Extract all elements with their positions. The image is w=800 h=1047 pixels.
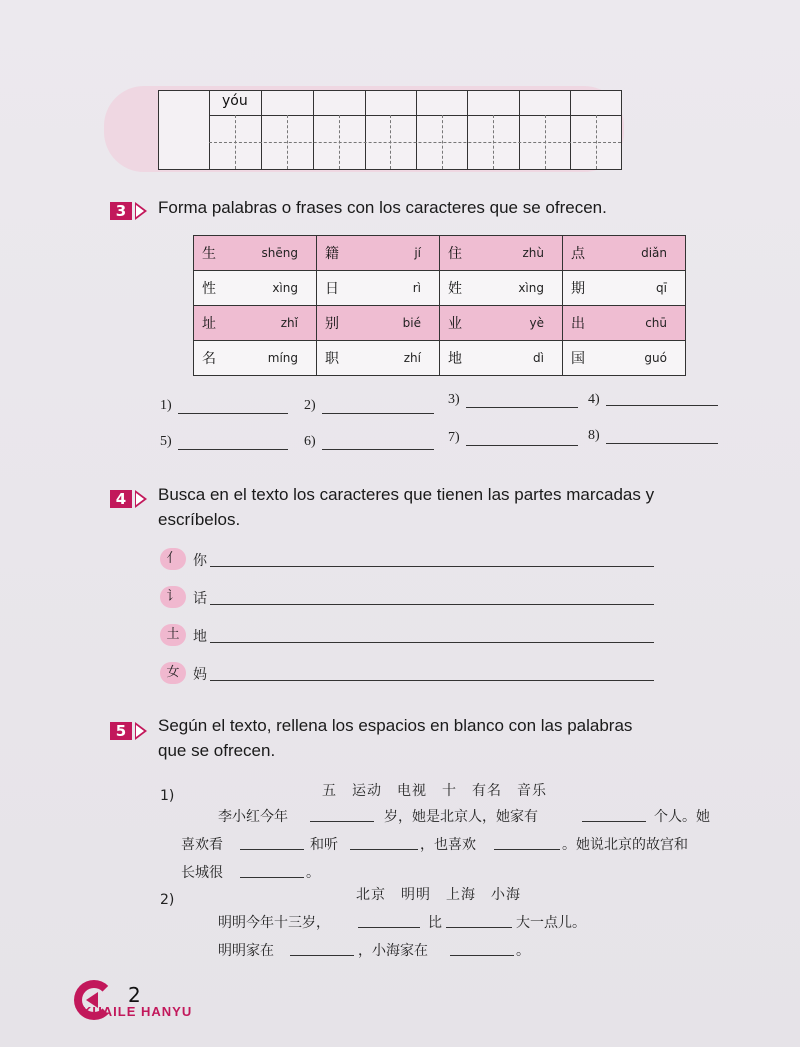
blank-label: 2) [304,398,316,413]
table-hanzi: 业 [448,316,462,332]
table-hanzi: 性 [202,281,216,297]
blank-label: 6) [304,434,316,449]
blank-label: 5) [160,434,172,449]
arrow-icon [135,722,147,740]
answer-line[interactable] [210,566,654,567]
table-pinyin: qī [656,281,667,295]
blank-field[interactable] [606,404,718,406]
table-hanzi: 出 [571,316,585,332]
table-hanzi: 名 [202,351,216,367]
fill-text: 李小红今年 [218,809,288,825]
section-4-number: 4 [110,490,132,508]
exercise-1-label: 1) [160,788,175,804]
fill-blank[interactable] [494,848,560,850]
table-hanzi: 职 [325,351,339,367]
word-bank-2: 北京 明明 上海 小海 [356,887,521,903]
fill-text: 喜欢看 [181,837,223,853]
word-bank-1: 五 运动 电视 十 有名 音乐 [322,783,547,799]
section-3-title: Forma palabras o frases con los caracteres que se ofrecen. [158,198,607,217]
blank-label: 7) [448,430,460,445]
radical-badge: 土 [160,624,186,646]
fill-blank[interactable] [310,820,374,822]
fill-blank[interactable] [350,848,418,850]
blank-label: 3) [448,392,460,407]
answer-line[interactable] [210,680,654,681]
blank-field[interactable] [606,442,718,444]
table-hanzi: 住 [448,246,462,262]
fill-text: 明明家在 [218,943,274,959]
fill-blank[interactable] [450,954,514,956]
table-hanzi: 生 [202,246,216,262]
table-pinyin: chū [645,316,667,330]
blank-label: 8) [588,428,600,443]
table-pinyin: shēng [261,246,298,260]
table-hanzi: 地 [448,351,462,367]
pinyin-label: yóu [222,93,248,109]
table-pinyin: míng [267,351,298,365]
section-5-number: 5 [110,722,132,740]
table-pinyin: rì [412,281,421,295]
radical-example: 话 [193,591,207,607]
fill-blank[interactable] [358,926,420,928]
arrow-icon [135,202,147,220]
table-hanzi: 期 [571,281,585,297]
fill-text: 。 [516,943,530,959]
exercise-2-label: 2) [160,892,175,908]
table-pinyin: jí [414,246,421,260]
table-pinyin: guó [644,351,667,365]
blank-field[interactable] [178,448,288,450]
fill-blank[interactable] [446,926,512,928]
table-hanzi: 点 [571,246,585,262]
fill-blank[interactable] [240,848,304,850]
table-pinyin: zhí [403,351,421,365]
blank-field[interactable] [322,412,434,414]
blank-label: 1) [160,398,172,413]
section-4-title: Busca en el texto los caracteres que tienen las partes marcadas y [158,485,655,504]
radical-badge: 亻 [160,548,186,570]
radical-badge: 讠 [160,586,186,608]
section-3-number: 3 [110,202,132,220]
radical-example: 地 [193,629,207,645]
fill-blank[interactable] [290,954,354,956]
table-hanzi: 籍 [325,246,339,262]
fill-blank[interactable] [240,876,304,878]
table-pinyin: dì [533,351,544,365]
blank-field[interactable] [466,406,578,408]
fill-text: 明明今年十三岁， [218,915,330,931]
fill-text: 比 [428,915,442,931]
table-pinyin: zhù [522,246,544,260]
fill-text: 大一点儿。 [516,915,586,931]
table-hanzi: 国 [571,351,585,367]
table-hanzi: 姓 [448,281,462,297]
table-pinyin: diǎn [641,246,667,260]
blank-field[interactable] [178,412,288,414]
fill-text: 。她说北京的故宫和 [562,837,688,853]
answer-line[interactable] [210,642,654,643]
table-pinyin: xìng [518,281,544,295]
blank-field[interactable] [466,444,578,446]
character-table [193,235,686,376]
fill-text: ，小海家在 [358,943,428,959]
table-pinyin: bié [402,316,421,330]
table-hanzi: 别 [325,316,339,332]
fill-text: 个人。她 [654,809,710,825]
blank-field[interactable] [322,448,434,450]
radical-example: 你 [193,553,207,569]
arrow-icon [135,490,147,508]
fill-text: 长城很 [181,865,223,881]
brand-name: KUAILE HANYU [82,1004,193,1019]
table-pinyin: yè [529,316,544,330]
fill-text: 。 [306,865,320,881]
table-pinyin: zhǐ [280,316,298,330]
table-hanzi: 址 [202,316,216,332]
fill-text: 和听 [310,837,338,853]
fill-text: ，也喜欢 [420,837,476,853]
fill-text: 岁，她是北京人，她家有 [384,809,538,825]
table-pinyin: xìng [272,281,298,295]
radical-badge: 女 [160,662,186,684]
fill-blank[interactable] [582,820,646,822]
section-5-title: Según el texto, rellena los espacios en blanco con las palabras [158,716,633,735]
answer-line[interactable] [210,604,654,605]
page-number: 2 [128,983,141,1007]
section-5-title-cont: que se ofrecen. [158,741,276,760]
radical-example: 妈 [193,667,207,683]
table-hanzi: 日 [325,281,339,297]
section-4-title-cont: escríbelos. [158,510,241,529]
blank-label: 4) [588,392,600,407]
